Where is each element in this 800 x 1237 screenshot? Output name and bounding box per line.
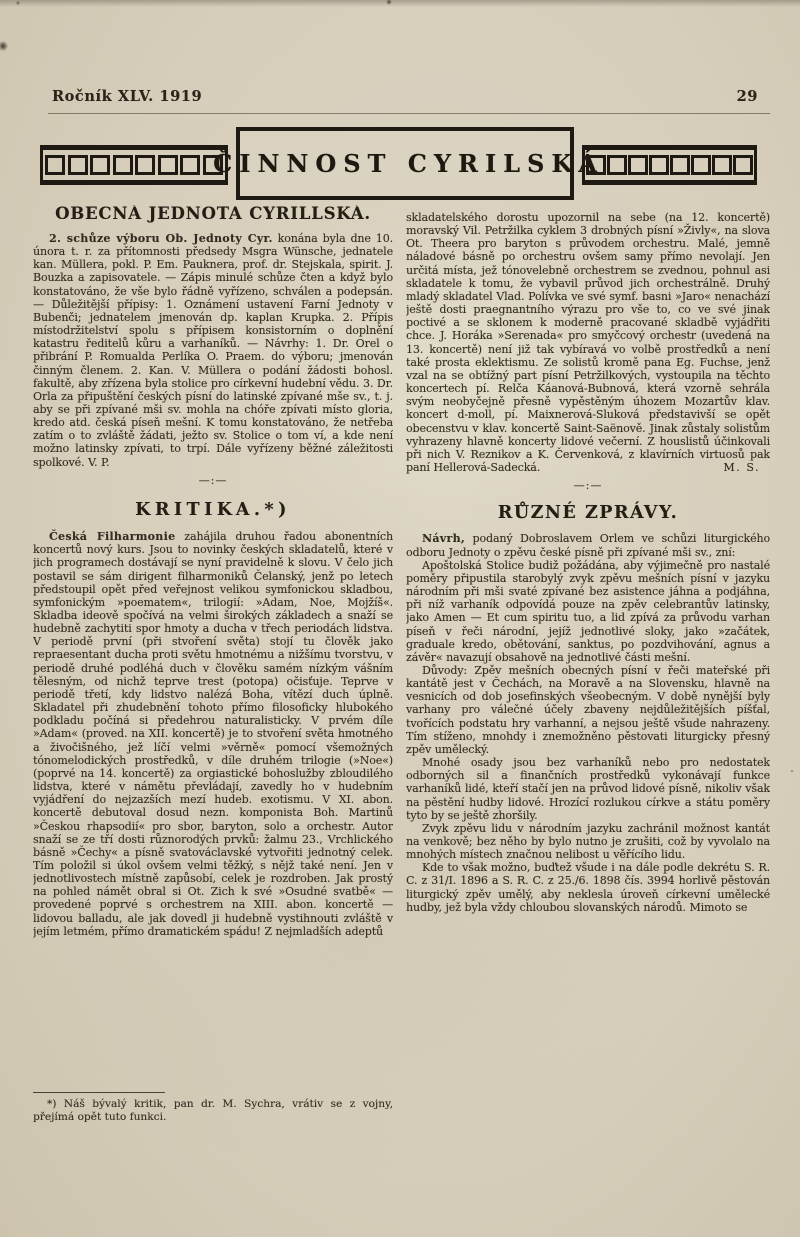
masthead [40,127,763,203]
article-body-kritika [33,530,393,938]
article-title-ruzne-zpravy: RŮZNÉ ZPRÁVY. [497,503,679,524]
ornament-square-icon [68,155,88,175]
masthead-title-box [213,127,604,200]
masthead-title: ČINNOST CYRILSKÁ [213,149,604,178]
masthead-ornament-right [582,145,757,185]
ruzne-zpravy-intro [406,532,770,558]
footnote-text: *) Náš bývalý kritik, pan dr. M. Sychra, vrátiv se z vojny, přejímá opět tuto funkci. [33,1098,393,1123]
ornament-square-icon [628,155,648,175]
ornament-square-icon [135,155,155,175]
header-rule [48,113,770,114]
article-lead-kritika: Česká Filharmonie [49,530,176,544]
ruzne-zpravy-intro-lead: Návrh, [422,532,465,546]
ruzne-zpravy-paragraph: Kde to však možno, buďtež všude i na dále podle dekrétu S. R. C. z 31/I. 1896 a S. R. C. z 25./6. 1898 čís. 3994 horlivě pěstován liturgický zpěv umělý, aby neklesla úroveň církevní umělecké hudby, jež byla vždy chloubou slovanských národů. Mimoto se [406,861,770,914]
article-text-obecna-jednota: konána byla dne 10. února t. r. za přítomnosti předsedy Msgra Wünsche, jednatele kan. Müllera, pokl. P. Em. Pauknera, prof. dr. Stejskala, spirit. J. Bouzka a zapisovatele. — Zápis minulé schůze čten a když bylo konstatováno, že vše bylo řádně vyřízeno, schválen a podepsán. — Důležitější přípisy: 1. Oznámení ustavení Farní Jednoty v Bubenči; jednatelem jmenován dp. kaplan Krupka. 2. Přípis místodržitelství spolu s přípisem konsistorním o doplnění katastru ředitelů kůru a varhaníků. — Návrhy: 1. Dr. Orel o přibrání P. Romualda Perlíka O. Praem. do výboru; jmenován činným členem. 2. Kan. V. Müllera o podání žádosti bohosl. fakultě, aby zřízena byla stolice pro církevní hudební vědu. 3. Dr. Orla za připuštění českých písní do latinské zpívané mše sv., t. j. aby se při zpívané mši sv. mohla na chóře zpívati místo gloria, kredo atd. česká píseň mešní. K tomu konstatováno, že netřeba zatím o to zvláště žádati, ježto sv. Stolice o tom ví, a kde není možno latinsky zpívati, to trpí. Dále vyřízeny běžné záležitosti spolkové. V. P. [33,231,393,469]
ornament-square-icon [90,155,110,175]
ornament-square-icon [113,155,133,175]
ornament-square-icon [180,155,200,175]
ornament-square-icon [733,155,753,175]
ruzne-zpravy-paragraph: Mnohé osady jsou bez varhaníků nebo pro nedostatek odborných sil a finančních prostředků vykonávají funkce varhaníků lidé, kteří stačí jen na průvod lidové písně, nikoliv však na pěstění hudby lidové. Hrozící rozlukou církve a státu poměry tyto by se ještě zhoršily. [406,756,770,822]
author-initials: M. S. [723,460,760,474]
masthead-ornament-left [40,145,228,185]
ruzne-zpravy-paragraph: Apoštolská Stolice budiž požádána, aby výjimečně pro nastalé poměry připustila starobylý zvyk zpěvu mešních písní v jazyku národním při mši svaté zpívané bez asistence jáhna a podjáhna, při níž varhaník odpovídá pouze na zpěv celebrantův latinsky, jako Amen — Et cum spiritu tuo, a lid zpívá za průvodu varhan píseň v řeči národní, jejíž jednotlivé sloky, jako »začátek, graduale kredo, obětování, sanktus, po pozdvihování, agnus a závěr« navazují obsahově na jednotlivé části mešní. [406,558,770,664]
article-title-kritika: KRITIKA.*) [135,499,291,520]
ornament-square-icon [712,155,732,175]
left-column [33,205,393,1087]
section-divider: —:— [198,473,228,487]
running-header [52,88,758,105]
ruzne-zpravy-paragraph: Zvyk zpěvu lidu v národním jazyku zachránil možnost kantát na venkově; bez něho by bylo nutno je zrušiti, což by vyvolalo na mnohých místech značnou nelibost u věřícího lidu. [406,821,770,862]
page-number: 29 [736,88,758,105]
footnote-rule [33,1092,165,1093]
ornament-square-icon [586,155,606,175]
ruzne-zpravy-intro-text: podaný Dobroslavem Orlem ve schůzi liturgického odboru Jednoty o zpěvu české písně při zpívané mši sv., zní: [406,532,770,559]
footnote [33,1092,393,1124]
ornament-square-icon [158,155,178,175]
article-body-obecna-jednota [33,232,393,469]
ornament-square-icon [45,155,65,175]
ornament-square-icon [670,155,690,175]
kritika-continuation-text: skladatelského dorostu upozornil na sebe (na 12. koncertě) moravský Vil. Petržilka cyklem 3 drobných písní »Živly«, na slova Ot. Theera pro baryton s průvodem orchestru. Malé, jemně náladové básně po orchestru ovšem samy přímo nevolají. Jen určitá místa, jež tónovelebně orchestrem se zvednou, pohnul asi skladatele k tomu, že vybavil průvod jich orchestrálně. Druhý mladý skladatel Vlad. Polívka ve své symf. basni »Jaro« nenachází ještě dosti praegnantního výrazu pro vše to, co ve své jinak poctivé a se sklonem k moderně pracované skladbě vyjádřiti chce. J. Horáka »Serenada« pro smyčcový orchestr (uvedená na 13. koncertě) není již tak vybíravá vo volbě prostředků a není také prosta eklektismu. Ze solistů kromě pana Eg. Fuchse, jenž vzal na se obtížný part písní Petržilkových, vystoupila na těchto koncertech pí. Relča Káanová-Bubnová, která vzorně sehrála svým neobyčejně přesně vypěstěným úhozem Mozartův klav. koncert d-moll, pí. Maixnerová-Sluková představivší se opět obecenstvu v klav. koncertě Saint-Saënově. Jinak zůstaly solistům vyhrazeny hlavně koncerty lidové večerní. Z houslistů účinkovali při nich V. Reznikov a K. Červenková, z klavírních virtuosů pak paní Hellerová-Sadecká. [406,211,770,474]
ornament-square-icon [649,155,669,175]
article-text-kritika: zahájila druhou řadou abonentních koncertů nový kurs. Jsou to novinky českých skladatelů, které v jich programech dostávají se nyní pravidelně k slovu. V čelo jich postavil se sám dirigent filharmoniků Čelanský, jenž po letech předstoupil opět před veřejnost velikou symfonickou skladbou, symfonickým »poematem«, trilogií: »Adam, Noe, Mojžíš«. Skladba ideově spočívá na velmi širokých základech a snaží se hudebně zachytiti spor hmoty a ducha v třech periodách lidstva. V periodě první (při stvoření světa) stojí tu člověk jako repraesentant ducha proti světu hmotnému a nižšímu tvorstvu, v periodě druhé podléhá duch v člověku samém nízkým vášním tělesným, od nichž teprve trest (potopa) očisťuje. Teprve v periodě třetí, kdy lidstvo nalézá Boha, vítězí duch úplně. Skladatel při zhudebnění tohoto přímo filosoficky hlubokého podkladu počíná si předehrou naturalisticky. V prvém díle »Adam« (proved. na XII. koncertě) je to stvoření světa hmotného a živočišného, jež líčí velmi »věrně« pomocí všemožných tónomelodických prostředků, v díle druhém trilogie (»Noe«) (poprvé na 14. koncertě) za orgiastické bohoslužby zbloudilého lidstva, které v námětu převládají, zavedly ho v hudebním vyjádření do nejzazších mezí hudeb. exotismu. V XI. abon. koncertě debutoval dosud nezn. komponista Boh. Martinů »Českou rhapsodií« pro sbor, baryton, solo a orchestr. Autor snaží se ze tří dosti různorodých prvků: žalmu 23., Vrchlického básně »Čechy« a písně svatováclavské vytvořiti jednotný celek. Tím položil si úkol ovšem velmi těžký, s nějž také není. Jen v jednotlivostech místně zapůsobí, celek je rozdroben. Jak prostý na pohled námět obral si Ot. Zich k své »Osudné svatbě« — provedené poprvé s orchestrem na XIII. abon. koncertě — lidovou balladu, ale jak dovedl ji hudebně vystihnouti zvláště v jejím letmém, přímo dramatickém spádu! Z nejmladších adeptů [33,530,393,938]
article-title-obecna-jednota: OBECNÁ JEDNOTA CYRILLSKÁ. [55,205,371,223]
ornament-square-icon [607,155,627,175]
ruzne-zpravy-paragraph: Důvody: Zpěv mešních obecných písní v řeči mateřské při kantátě jest v Čechách, na Moravě a na Slovensku, hlavně na vesnicích od dob josefinských všeobecným. V době nynější byly varhany pro válečné účely zbaveny nejdůležitějších píšťal, tvořících podstatu hry varhanní, a nejsou ještě všude nahrazeny. Tím stíženo, mnohdy i znemožněno pěstovati liturgicky přesný zpěv umělecký. [406,663,770,756]
right-column [406,211,770,1161]
section-divider: —:— [573,479,603,493]
volume-label: Ročník XLV. 1919 [52,88,203,105]
ornament-square-icon [691,155,711,175]
article-lead-obecna-jednota: 2. schůze výboru Ob. Jednoty Cyr. [49,231,273,245]
